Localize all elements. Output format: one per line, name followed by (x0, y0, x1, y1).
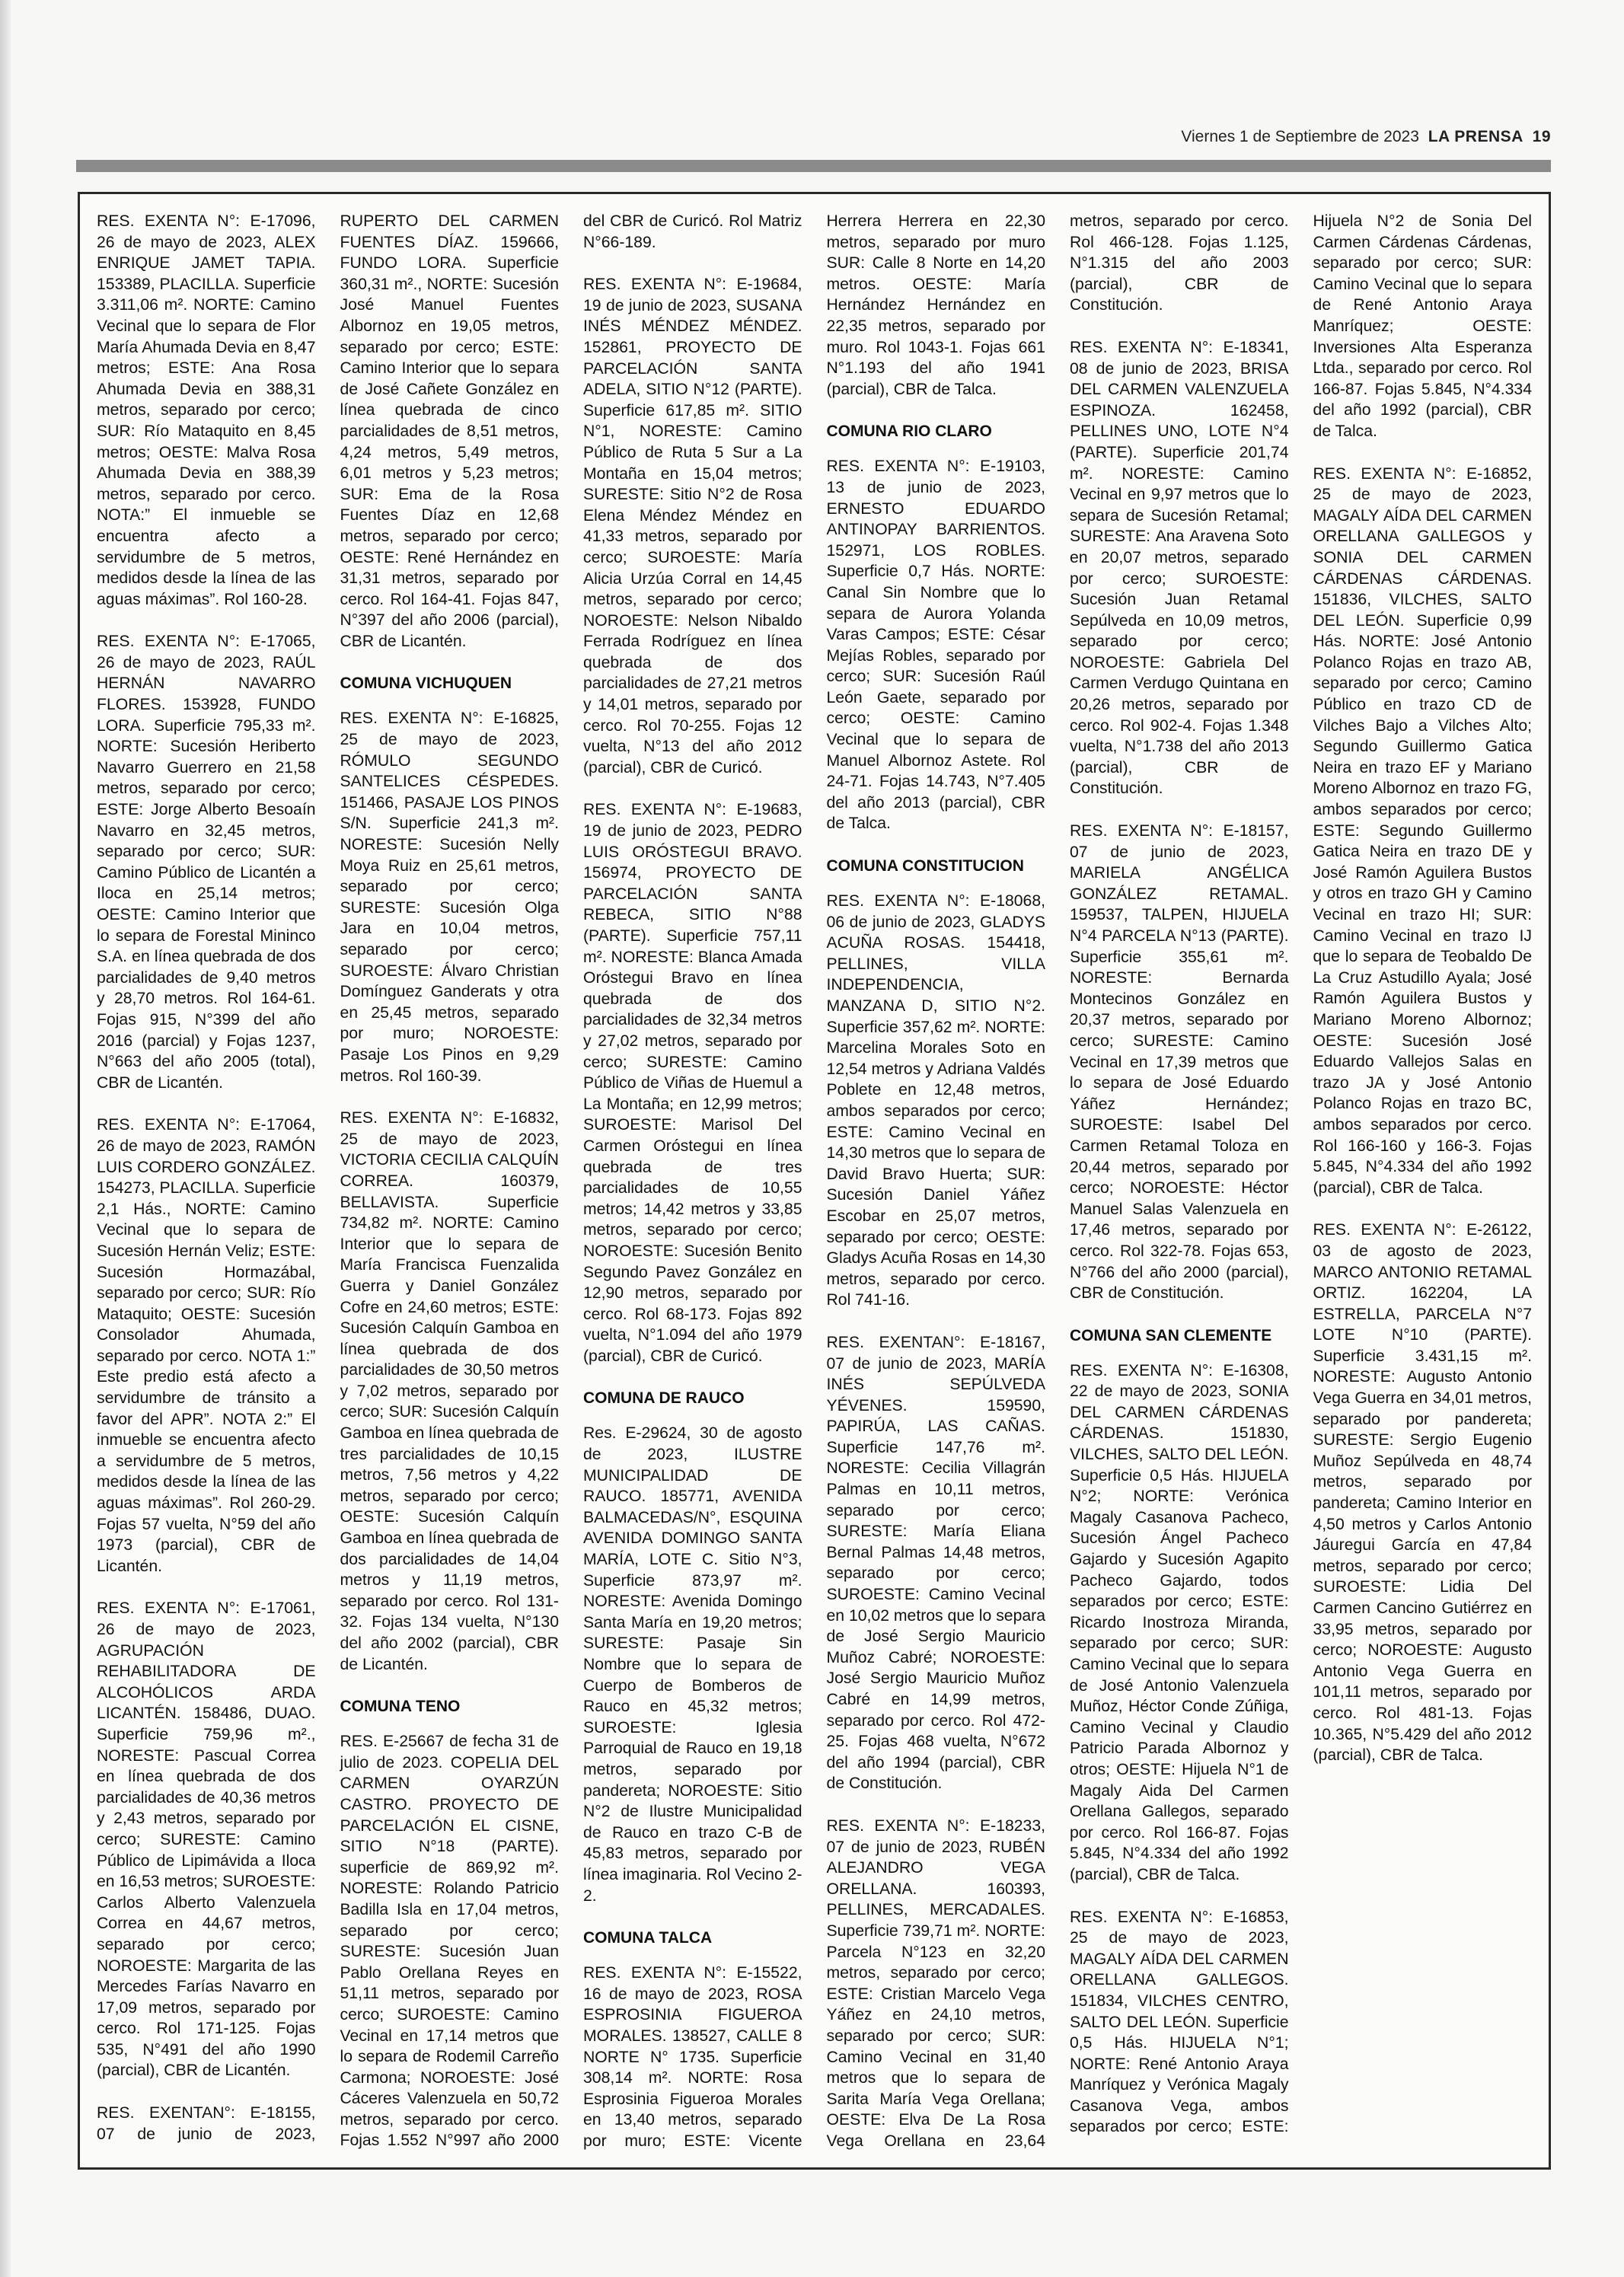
legal-notice: RES. EXENTA N°: E-16825, 25 de mayo de 2023, RÓMULO SEGUNDO SANTELICES CÉSPEDES. 151466, PASAJE LOS PINOS S/N. Superficie 241,3 m². NORESTE: Sucesión Nelly Moya Ruiz en 25,61 metros, separado por cerco; SURESTE: Sucesión Olga Jara en 10,04 metros, separado por cerco; SUROESTE: Álvaro Christian Domínguez Ganderats y otra en 25,45 metros, separado por muro; NOROESTE: Pasaje Los Pinos en 9,29 metros. Rol 160-39. (340, 710, 559, 1085)
legal-notice: RES. EXENTA N°: E-16832, 25 de mayo de 2023, VICTORIA CECILIA CALQUÍN CORREA. 160379, BELLAVISTA. Superficie 734,82 m². NORTE: Camino Interior que lo separa de María Francisca Fuenzalida Guerra y Daniel González Cofre en 24,60 metros; ESTE: Sucesión Calquín Gamboa en línea quebrada de dos parcialidades de 30,50 metros y 7,02 metros, separado por cerco; SUR: Sucesión Calquín Gamboa en línea quebrada de tres parcialidades de 10,15 metros, 7,56 metros y 4,22 metros, separado por cerco; OESTE: Sucesión Calquín Gamboa en línea quebrada de dos parcialidades de 14,04 metros y 11,19 metros, separado por cerco. Rol 131-32. Fojas 134 vuelta, N°130 del año 2002 (parcial), CBR de Licantén. (340, 1109, 559, 1673)
legal-notice: RES. EXENTA N°: E-17096, 26 de mayo de 2023, ALEX ENRIQUE JAMET TAPIA. 153389, PLACILLA. Superficie 3.311,06 m². NORTE: Camino Vecinal que lo separa de Flor María Ahumada Devia en 8,47 metros; ESTE: Ana Rosa Ahumada Devia en 388,31 metros, separado por cerco; SUR: Río Mataquito en 8,45 metros; OESTE: Malva Rosa Ahumada Devia en 388,39 metros, separado por cerco. NOTA:” El inmueble se encuentra afecto a servidumbre de 5 metros, medidos desde la línea de las aguas máximas”. Rol 160-28. (97, 212, 316, 608)
legal-notice: RES. EXENTA N°: E-15522, 16 de mayo de 2023, ROSA ESPROSINIA FIGUEROA MORALES. 138527, CALLE 8 NORTE N° 1735. Superficie 308,14 m². NORTE: Rosa Esprosinia Figueroa Morales en 13,40 metros, separado por muro; ESTE: Vicente Herrera Herrera en 22,30 metros, separado por muro SUR: Calle 8 Norte en 14,20 metros. OESTE: María Hernández Hernández en 22,35 metros, separado por muro. Rol 1043-1. Fojas 661 N°1.193 del año 1941 (parcial), CBR de Talca. (583, 212, 1045, 2150)
legal-notice: RES. E-25667 de fecha 31 de julio de 2023. COPELIA DEL CARMEN OYARZÚN CASTRO. PROYECTO DE PARCELACIÓN EL CISNE, SITIO N°18 (PARTE). superficie de 869,92 m². NORESTE: Rolando Patricio Badilla Isla en 17,04 metros, separado por cerco; SURESTE: Sucesión Juan Pablo Orellana Reyes en 51,11 metros, separado por cerco; SUROESTE: Camino Vecinal en 17,14 metros que lo separa de Rodemil Carreño Carmona; NOROESTE: José Cáceres Valenzuela en 50,72 metros, separado por cerco. Fojas 1.552 N°997 año 2000 del CBR de Curicó. Rol Matriz N°66-189. (340, 212, 802, 2150)
notices-frame (78, 192, 1551, 2170)
page-edge-shadow (0, 0, 11, 2277)
legal-notice: RES. EXENTA N°: E-18341, 08 de junio de 2023, BRISA DEL CARMEN VALENZUELA ESPINOZA. 162458, PELLINES UNO, LOTE N°4 (PARTE). Superficie 201,74 m². NORESTE: Camino Vecinal en 9,97 metros que lo separa de Sucesión Retamal; SURESTE: Ana Aravena Soto en 20,07 metros, separado por cerco; SUROESTE: Sucesión Juan Retamal Sepúlveda en 10,09 metros, separado por cerco; NOROESTE: Gabriela Del Carmen Verdugo Quintana en 20,26 metros, separado por cerco. Rol 902-4. Fojas 1.348 vuelta, N°1.738 del año 2013 (parcial), CBR de Constitución. (1070, 338, 1289, 798)
section-heading: COMUNA TALCA (583, 1929, 713, 1947)
legal-notice: RES. EXENTA N°: E-26122, 03 de agosto de 2023, MARCO ANTONIO RETAMAL ORTIZ. 162204, LA ESTRELLA, PARCELA N°7 LOTE N°10 (PARTE). Superficie 3.431,15 m². NORESTE: Augusto Antonio Vega Guerra en 34,01 metros, separado por pandereta; SURESTE: Sergio Eugenio Muñoz Sepúlveda en 48,74 metros, separado por pandereta; Camino Interior en 4,50 metros y Carlos Antonio Jáuregui García en 47,84 metros, separado por cerco; SUROESTE: Lidia Del Carmen Cancino Gutiérrez en 33,95 metros, separado por cerco; NOROESTE: Augusto Antonio Vega Guerra en 101,11 metros, separado por cerco. Rol 481-13. Fojas 10.365, N°5.429 del año 2012 (parcial), CBR de Talca. (1313, 1221, 1532, 1765)
section-heading: COMUNA RIO CLARO (826, 423, 992, 441)
section-heading: COMUNA VICHUQUEN (340, 674, 512, 693)
page-number: 19 (1532, 128, 1551, 145)
legal-notice: RES. EXENTAN°: E-18155, 07 de junio de 2023, RUPERTO DEL CARMEN FUENTES DÍAZ. 159666, FUNDO LORA. Superficie 360,31 m²., NORTE: Sucesión José Manuel Fuentes Albornoz en 19,05 metros, separado por cerco; ESTE: Camino Interior que lo separa de José Cañete González en línea quebrada de cinco parcialidades de 8,51 metros, 4,24 metros, 5,49 metros, 6,01 metros y 5,23 metros; SUR: Ema de la Rosa Fuentes Díaz en 12,68 metros, separado por cerco; OESTE: René Hernández en 31,31 metros, separado por cerco. Rol 164-41. Fojas 847, N°397 del año 2006 (parcial), CBR de Licantén. (97, 212, 559, 2143)
legal-notice: RES. EXENTAN°: E-18167, 07 de junio de 2023, MARÍA INÉS SEPÚLVEDA YÉVENES. 159590, PAPIRÚA, LAS CAÑAS. Superficie 147,76 m². NORESTE: Cecilia Villagrán Palmas en 10,11 metros, separado por cerco; SURESTE: María Eliana Bernal Palmas 14,48 metros, separado por cerco; SUROESTE: Camino Vecinal en 10,02 metros que lo separa de José Sergio Mauricio Muñoz Cabré; NOROESTE: José Sergio Mauricio Muñoz Cabré en 14,99 metros, separado por cerco. Rol 472-25. Fojas 468 vuelta, N°672 del año 1994 (parcial), CBR de Constitución. (826, 1333, 1045, 1793)
header-rule (76, 160, 1551, 172)
legal-notice: RES. EXENTA N°: E-19684, 19 de junio de 2023, SUSANA INÉS MÉNDEZ MÉNDEZ. 152861, PROYECTO DE PARCELACIÓN SANTA ADELA, SITIO N°12 (PARTE). Superficie 617,85 m². SITIO N°1, NORESTE: Camino Público de Ruta 5 Sur a La Montaña en 15,04 metros; SURESTE: Sitio N°2 de Rosa Elena Méndez Méndez en 41,33 metros, separado por cerco; SUROESTE: María Alicia Urzúa Corral en 14,45 metros, separado por cerco; NOROESTE: Nelson Nibaldo Ferrada Rodríguez en línea quebrada de dos parcialidades de 27,21 metros y 14,01 metros, separado por cerco. Rol 70-255. Fojas 12 vuelta, N°13 del año 2012 (parcial), CBR de Curicó. (583, 276, 802, 777)
legal-notice: RES. EXENTA N°: E-16853, 25 de mayo de 2023, MAGALY AÍDA DEL CARMEN ORELLANA GALLEGOS. 151834, VILCHES CENTRO, SALTO DEL LEÓN. Superficie 0,5 Hás. HIJUELA N°1; NORTE: René Antonio Araya Manríquez y Verónica Magaly Casanova Vega, ambos separados por cerco; ESTE: Hijuela N°2 de Sonia Del Carmen Cárdenas Cárdenas, separado por cerco; SUR: Camino Vecinal que lo separa de René Antonio Araya Manríquez; OESTE: Inversiones Alta Esperanza Ltda., separado por cerco. Rol 166-87. Fojas 5.845, N°4.334 del año 1992 (parcial), CBR de Talca. (1070, 212, 1532, 2136)
legal-notice: RES. EXENTA N°: E-16308, 22 de mayo de 2023, SONIA DEL CARMEN CÁRDENAS CÁRDENAS. 151830, VILCHES, SALTO DEL LEÓN. Superficie 0,5 Hás. HIJUELA N°2; NORTE: Verónica Magaly Casanova Pacheco, Sucesión Ángel Pacheco Gajardo y Sucesión Agapito Pacheco Gajardo, todos separados por cerco; ESTE: Ricardo Inostroza Miranda, separado por cerco; SUR: Camino Vecinal que lo separa de José Antonio Valenzuela Muñoz, Héctor Conde Zúñiga, Camino Vecinal y Claudio Patricio Parada Albornoz y otros; OESTE: Hijuela N°1 de Magaly Aida Del Carmen Orellana Gallegos, separado por cerco. Rol 166-87. Fojas 5.845, N°4.334 del año 1992 (parcial), CBR de Talca. (1070, 1361, 1289, 1883)
legal-notice: RES. EXENTA N°: E-19103, 13 de junio de 2023, ERNESTO EDUARDO ANTINOPAY BARRIENTOS. 152971, LOS ROBLES. Superficie 0,7 Hás. NORTE: Canal Sin Nombre que lo separa de Aurora Yolanda Varas Campos; ESTE: César Mejías Robles, separado por cerco; SUR: Sucesión Raúl León Gaete, separado por cerco; OESTE: Camino Vecinal que lo separa de Manuel Albornoz Astete. Rol 24-71. Fojas 14.743, N°7.405 del año 2013 (parcial), CBR de Talca. (826, 458, 1045, 833)
legal-notice: RES. EXENTA N°: E-19683, 19 de junio de 2023, PEDRO LUIS ORÓSTEGUI BRAVO. 156974, PROYECTO DE PARCELACIÓN SANTA REBECA, SITIO N°88 (PARTE). Superficie 757,11 m². NORESTE: Blanca Amada Oróstegui Bravo en línea quebrada de dos parcialidades de 32,34 metros y 27,02 metros, separado por cerco; SURESTE: Camino Público de Viñas de Huemul a La Montaña; en 12,99 metros; SUROESTE: Marisol Del Carmen Oróstegui en línea quebrada de tres parcialidades de 10,55 metros; 14,42 metros y 33,85 metros, separado por cerco; NOROESTE: Sucesión Benito Segundo Pavez González en 12,90 metros, separado por cerco. Rol 68-173. Fojas 892 vuelta, N°1.094 del año 1979 (parcial), CBR de Curicó. (583, 801, 802, 1365)
legal-notice: RES. EXENTA N°: E-16852, 25 de mayo de 2023, MAGALY AÍDA DEL CARMEN ORELLANA GALLEGOS y SONIA DEL CARMEN CÁRDENAS CÁRDENAS. 151836, VILCHES, SALTO DEL LEÓN. Superficie 0,99 Hás. NORTE: José Antonio Polanco Rojas en trazo AB, separado por cerco; Camino Público en trazo CD de Vilches Bajo a Vilches Alto; Segundo Guillermo Gatica Neira en trazo EF y Mariano Moreno Albornoz en trazo FG, ambos separados por cerco; ESTE: Segundo Guillermo Gatica Neira en trazo DE y José Ramón Aguilera Bustos y otros en trazo GH y Camino Vecinal en trazo HI; SUR: Camino Vecinal en trazo IJ que lo separa de Teobaldo De La Cruz Astudillo Ayala; José Ramón Aguilera Bustos y Mariano Moreno Albornoz; OESTE: Sucesión José Eduardo Vallejos Salas en trazo JA y José Antonio Polanco Rojas en trazo BC, ambos separados por cerco. Rol 166-160 y 166-3. Fojas 5.845, N°4.334 del año 1992 (parcial), CBR de Talca. (1313, 464, 1532, 1197)
section-heading: COMUNA SAN CLEMENTE (1070, 1326, 1272, 1344)
section-heading: COMUNA DE RAUCO (583, 1389, 745, 1408)
newspaper-name: LA PRENSA (1428, 128, 1523, 145)
legal-notice: RES. EXENTA N°: E-17065, 26 de mayo de 2023, RAÚL HERNÁN NAVARRO FLORES. 153928, FUNDO LORA. Superficie 795,33 m². NORTE: Sucesión Heriberto Navarro Guerrero en 21,58 metros, separado por cerco; ESTE: Jorge Alberto Besoaín Navarro en 32,45 metros, separado por cerco; SUR: Camino Público de Licantén a Iloca en 25,14 metros; OESTE: Camino Interior que lo separa de Forestal Mininco S.A. en línea quebrada de dos parcialidades de 9,40 metros y 28,70 metros. Rol 164-61. Fojas 915, N°399 del año 2016 (parcial) y Fojas 1237, N°663 del año 2005 (total), CBR de Licantén. (97, 633, 316, 1092)
legal-notice: RES. EXENTA N°: E-18068, 06 de junio de 2023, GLADYS ACUÑA ROSAS. 154418, PELLINES, VILLA INDEPENDENCIA, MANZANA D, SITIO N°2. Superficie 357,62 m². NORTE: Marcelina Morales Soto en 12,54 metros y Adriana Valdés Poblete en 12,48 metros, ambos separados por cerco; ESTE: Camino Vecinal en 14,30 metros que lo separa de David Bravo Huerta; SUR: Sucesión Daniel Yáñez Escobar en 25,07 metros, separado por cerco; OESTE: Gladys Acuña Rosas en 14,30 metros, separado por cerco. Rol 741-16. (826, 892, 1045, 1309)
notices-columns (97, 211, 1532, 2157)
page-header (1181, 128, 1551, 146)
legal-notice: RES. EXENTA N°: E-17064, 26 de mayo de 2023, RAMÓN LUIS CORDERO GONZÁLEZ. 154273, PLACILLA. Superficie 2,1 Hás., NORTE: Camino Vecinal que lo separa de Sucesión Hernán Veliz; ESTE: Sucesión Hormazábal, separado por cerco; SUR: Río Mataquito; OESTE: Sucesión Consolador Ahumada, separado por cerco. NOTA 1:” Este predio está afecto a servidumbre de tránsito a favor del APR”. NOTA 2:” El inmueble se encuentra afecto a servidumbre de 5 metros, medidos desde la línea de las aguas máximas”. Rol 260-29. Fojas 57 vuelta, N°59 del año 1973 (parcial), CBR de Licantén. (97, 1116, 316, 1575)
section-heading: COMUNA TENO (340, 1698, 461, 1716)
section-heading: COMUNA CONSTITUCION (826, 857, 1024, 875)
legal-notice: RES. EXENTA N°: E-17061, 26 de mayo de 2023, AGRUPACIÓN REHABILITADORA DE ALCOHÓLICOS ARDA LICANTÉN. 158486, DUAO. Superficie 759,96 m²., NORESTE: Pascual Correa en línea quebrada de dos parcialidades de 40,36 metros y 2,43 metros, separado por cerco; SURESTE: Camino Público de Lipimávida a Iloca en 16,53 metros; SUROESTE: Carlos Alberto Valenzuela Correa en 44,67 metros, separado por cerco; NOROESTE: Margarita de las Mercedes Farías Navarro en 17,09 metros, separado por cerco. Rol 171-125. Fojas 535, N°491 del año 1990 (parcial), CBR de Licantén. (97, 1599, 316, 2080)
header-date: Viernes 1 de Septiembre de 2023 (1181, 128, 1419, 145)
legal-notice: RES. EXENTA N°: E-18233, 07 de junio de 2023, RUBÉN ALEJANDRO VEGA ORELLANA. 160393, PELLINES, MERCADALES. Superficie 739,71 m². NORTE: Parcela N°123 en 32,20 metros, separado por cerco; ESTE: Cristian Marcelo Vega Yáñez en 24,10 metros, separado por cerco; SUR: Camino Vecinal en 31,40 metros que lo separa de Sarita María Vega Orellana; OESTE: Elva De La Rosa Vega Orellana en 23,64 metros, separado por cerco. Rol 466-128. Fojas 1.125, N°1.315 del año 2003 (parcial), CBR de Constitución. (826, 212, 1289, 2150)
legal-notice: Res. E-29624, 30 de agosto de 2023, ILUSTRE MUNICIPALIDAD DE RAUCO. 185771, AVENIDA BALMACEDAS/N°, ESQUINA AVENIDA DOMINGO SANTA MARÍA, LOTE C. Sitio N°3, Superficie 873,97 m². NORESTE: Avenida Domingo Santa María en 19,20 metros; SURESTE: Pasaje Sin Nombre que lo separa de Cuerpo de Bomberos de Rauco en 45,32 metros; SUROESTE: Iglesia Parroquial de Rauco en 19,18 metros, separado por pandereta; NOROESTE: Sitio N°2 de Ilustre Municipalidad de Rauco en trazo C-B de 45,83 metros, separado por línea imaginaria. Rol Vecino 2-2. (583, 1424, 802, 1905)
legal-notice: RES. EXENTA N°: E-18157, 07 de junio de 2023, MARIELA ANGÉLICA GONZÁLEZ RETAMAL. 159537, TALPEN, HIJUELA N°4 PARCELA N°13 (PARTE). Superficie 355,61 m². NORESTE: Bernarda Montecinos González en 20,37 metros, separado por cerco; SURESTE: Camino Vecinal en 17,39 metros que lo separa de José Eduardo Yáñez Hernández; SUROESTE: Isabel Del Carmen Retamal Toloza en 20,44 metros, separado por cerco; NOROESTE: Héctor Manuel Salas Valenzuela en 17,46 metros, separado por cerco. Rol 322-78. Fojas 653, N°766 del año 2000 (parcial), CBR de Constitución. (1070, 822, 1289, 1303)
